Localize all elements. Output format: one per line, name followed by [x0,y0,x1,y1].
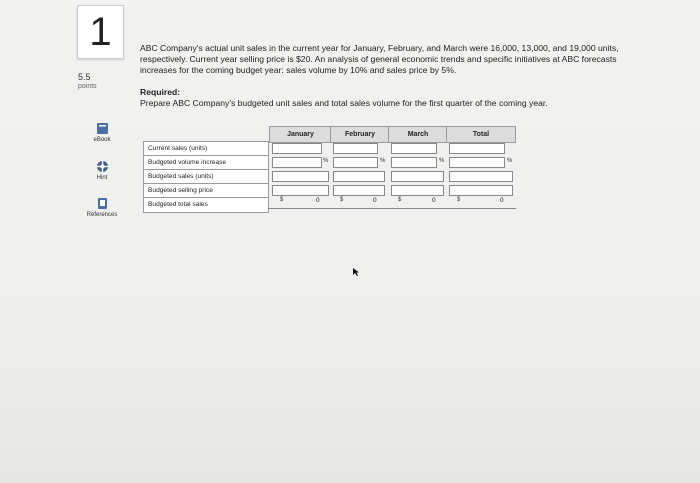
column-header-january: January [269,126,332,143]
percent-sign: % [380,158,386,164]
dollar-sign: $ [457,197,461,203]
input-january-budgeted-sales[interactable] [272,171,329,182]
column-header-february: February [330,126,390,143]
references-label: References [86,212,118,218]
ebook-label: eBook [93,137,111,143]
required-section [140,87,548,109]
required-text: Prepare ABC Company's budgeted unit sales and total sales volume for the first quarter of the coming year. [140,98,548,108]
references-icon [96,197,109,210]
input-march-budgeted-sales[interactable] [391,171,444,182]
table-bottom-rule [269,208,516,209]
input-march-volume-increase[interactable] [391,157,437,168]
hint-label: Hint [96,175,108,181]
points-indicator [78,73,97,91]
book-icon [96,122,109,135]
total-february: 0 [373,197,377,204]
dollar-sign: $ [398,197,402,203]
row-label-selling-price: Budgeted selling price [144,184,268,198]
question-number: 1 [77,5,124,59]
column-header-total: Total [446,126,516,143]
percent-sign: % [439,158,445,164]
points-label: points [78,83,97,90]
dollar-sign: $ [280,197,284,203]
lifebuoy-icon [96,160,109,173]
input-february-budgeted-sales[interactable] [333,171,385,182]
input-total-selling-price[interactable] [449,185,513,196]
input-january-current-sales[interactable] [272,143,322,154]
question-text: ABC Company's actual unit sales in the current year for January, February, and March were 16,000, 13,000, and 19,000 units, respectively. Current year selling price is $20. An analysis of general economic trends and specific initiatives at ABC forecasts increases for the coming budget year: sales volume by 10% and sales price by 5%. [140,43,619,75]
input-february-current-sales[interactable] [333,143,378,154]
ebook-button[interactable] [82,122,122,143]
row-label-current-sales: Current sales (units) [144,142,268,156]
input-february-selling-price[interactable] [333,185,385,196]
input-march-current-sales[interactable] [391,143,437,154]
percent-sign: % [323,158,329,164]
hint-button[interactable] [82,160,122,181]
required-label: Required: [140,87,181,97]
input-total-current-sales[interactable] [449,143,505,154]
total-total: 0 [500,197,504,204]
mouse-cursor-icon [352,264,360,282]
row-label-budgeted-sales: Budgeted sales (units) [144,170,268,184]
total-january: 0 [316,197,320,204]
input-total-budgeted-sales[interactable] [449,171,513,182]
column-header-march: March [388,126,448,143]
dollar-sign: $ [340,197,344,203]
references-button[interactable] [82,197,122,218]
input-january-selling-price[interactable] [272,185,329,196]
input-january-volume-increase[interactable] [272,157,322,168]
input-total-volume-increase[interactable] [449,157,505,168]
percent-sign: % [507,158,513,164]
row-labels [143,141,269,213]
input-march-selling-price[interactable] [391,185,444,196]
row-label-volume-increase: Budgeted volume increase [144,156,268,170]
row-label-total-sales: Budgeted total sales [148,201,208,208]
total-march: 0 [432,197,436,204]
input-february-volume-increase[interactable] [333,157,378,168]
points-value: 5.5 [78,72,91,82]
